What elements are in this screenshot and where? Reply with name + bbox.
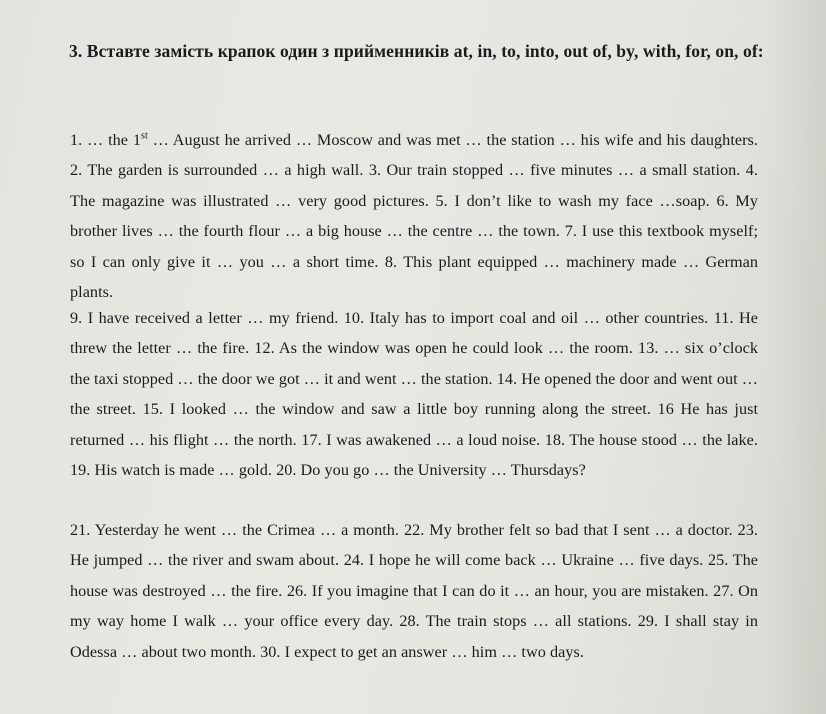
exercise-paragraph-2: 9. I have received a letter … my friend. 10. Italy has to import coal and oil … other countries. 11. He threw the letter … the fire. 12. As the window was open he could look … the room. 13. … six o’clock the taxi stopped … the door we got … it and went … the station. 14. He opened the door and went out … the street. 15. I looked … the window and saw a little boy running along the street. 16 He has just returned … his flight … the north. 17. I was awakened … a loud noise. 18. The house stood … the lake. 19. His watch is made … gold. 20. Do you go … the University … Thursdays? [70,309,758,480]
exercise-paragraph-1 [70,125,758,307]
paragraph-1-body: … August he arrived … Moscow and was met … the station … his wife and his daughters. 2. The garden is surrounded … a high wall. 3. Our train stopped … five minutes … a small station. 4. The magazine was illustrated … very good pictures. 5. I don’t like to wash my face …soap. 6. My brother lives … the fourth flour … a big house … the centre … the town. 7. I use this textbook myself; so I can only give it … you … a short time. 8. This plant equipped … machinery made … German plants. [70,131,758,302]
paragraph-1-lead: 1. … the 1 [70,131,141,149]
page-edge-shadow [766,0,826,714]
exercise-paragraph-3: 21. Yesterday he went … the Crimea … a month. 22. My brother felt so bad that I sent … a doctor. 23. He jumped … the river and swam about. 24. I hope he will come back … Ukraine … five days. 25. The house was destroyed … the fire. 26. If you imagine that I can do it … an hour, you are mistaken. 27. On my way home I walk … your office every day. 28. The train stops … all stations. 29. I shall stay in Odessa … about two month. 30. I expect to get an answer … him … two days. [70,521,758,661]
ordinal-suffix: st [141,130,148,142]
exercise-heading: 3. Вставте замість крапок один з прийменників at, in, to, into, out of, by, with, for, on, of: [69,41,764,61]
